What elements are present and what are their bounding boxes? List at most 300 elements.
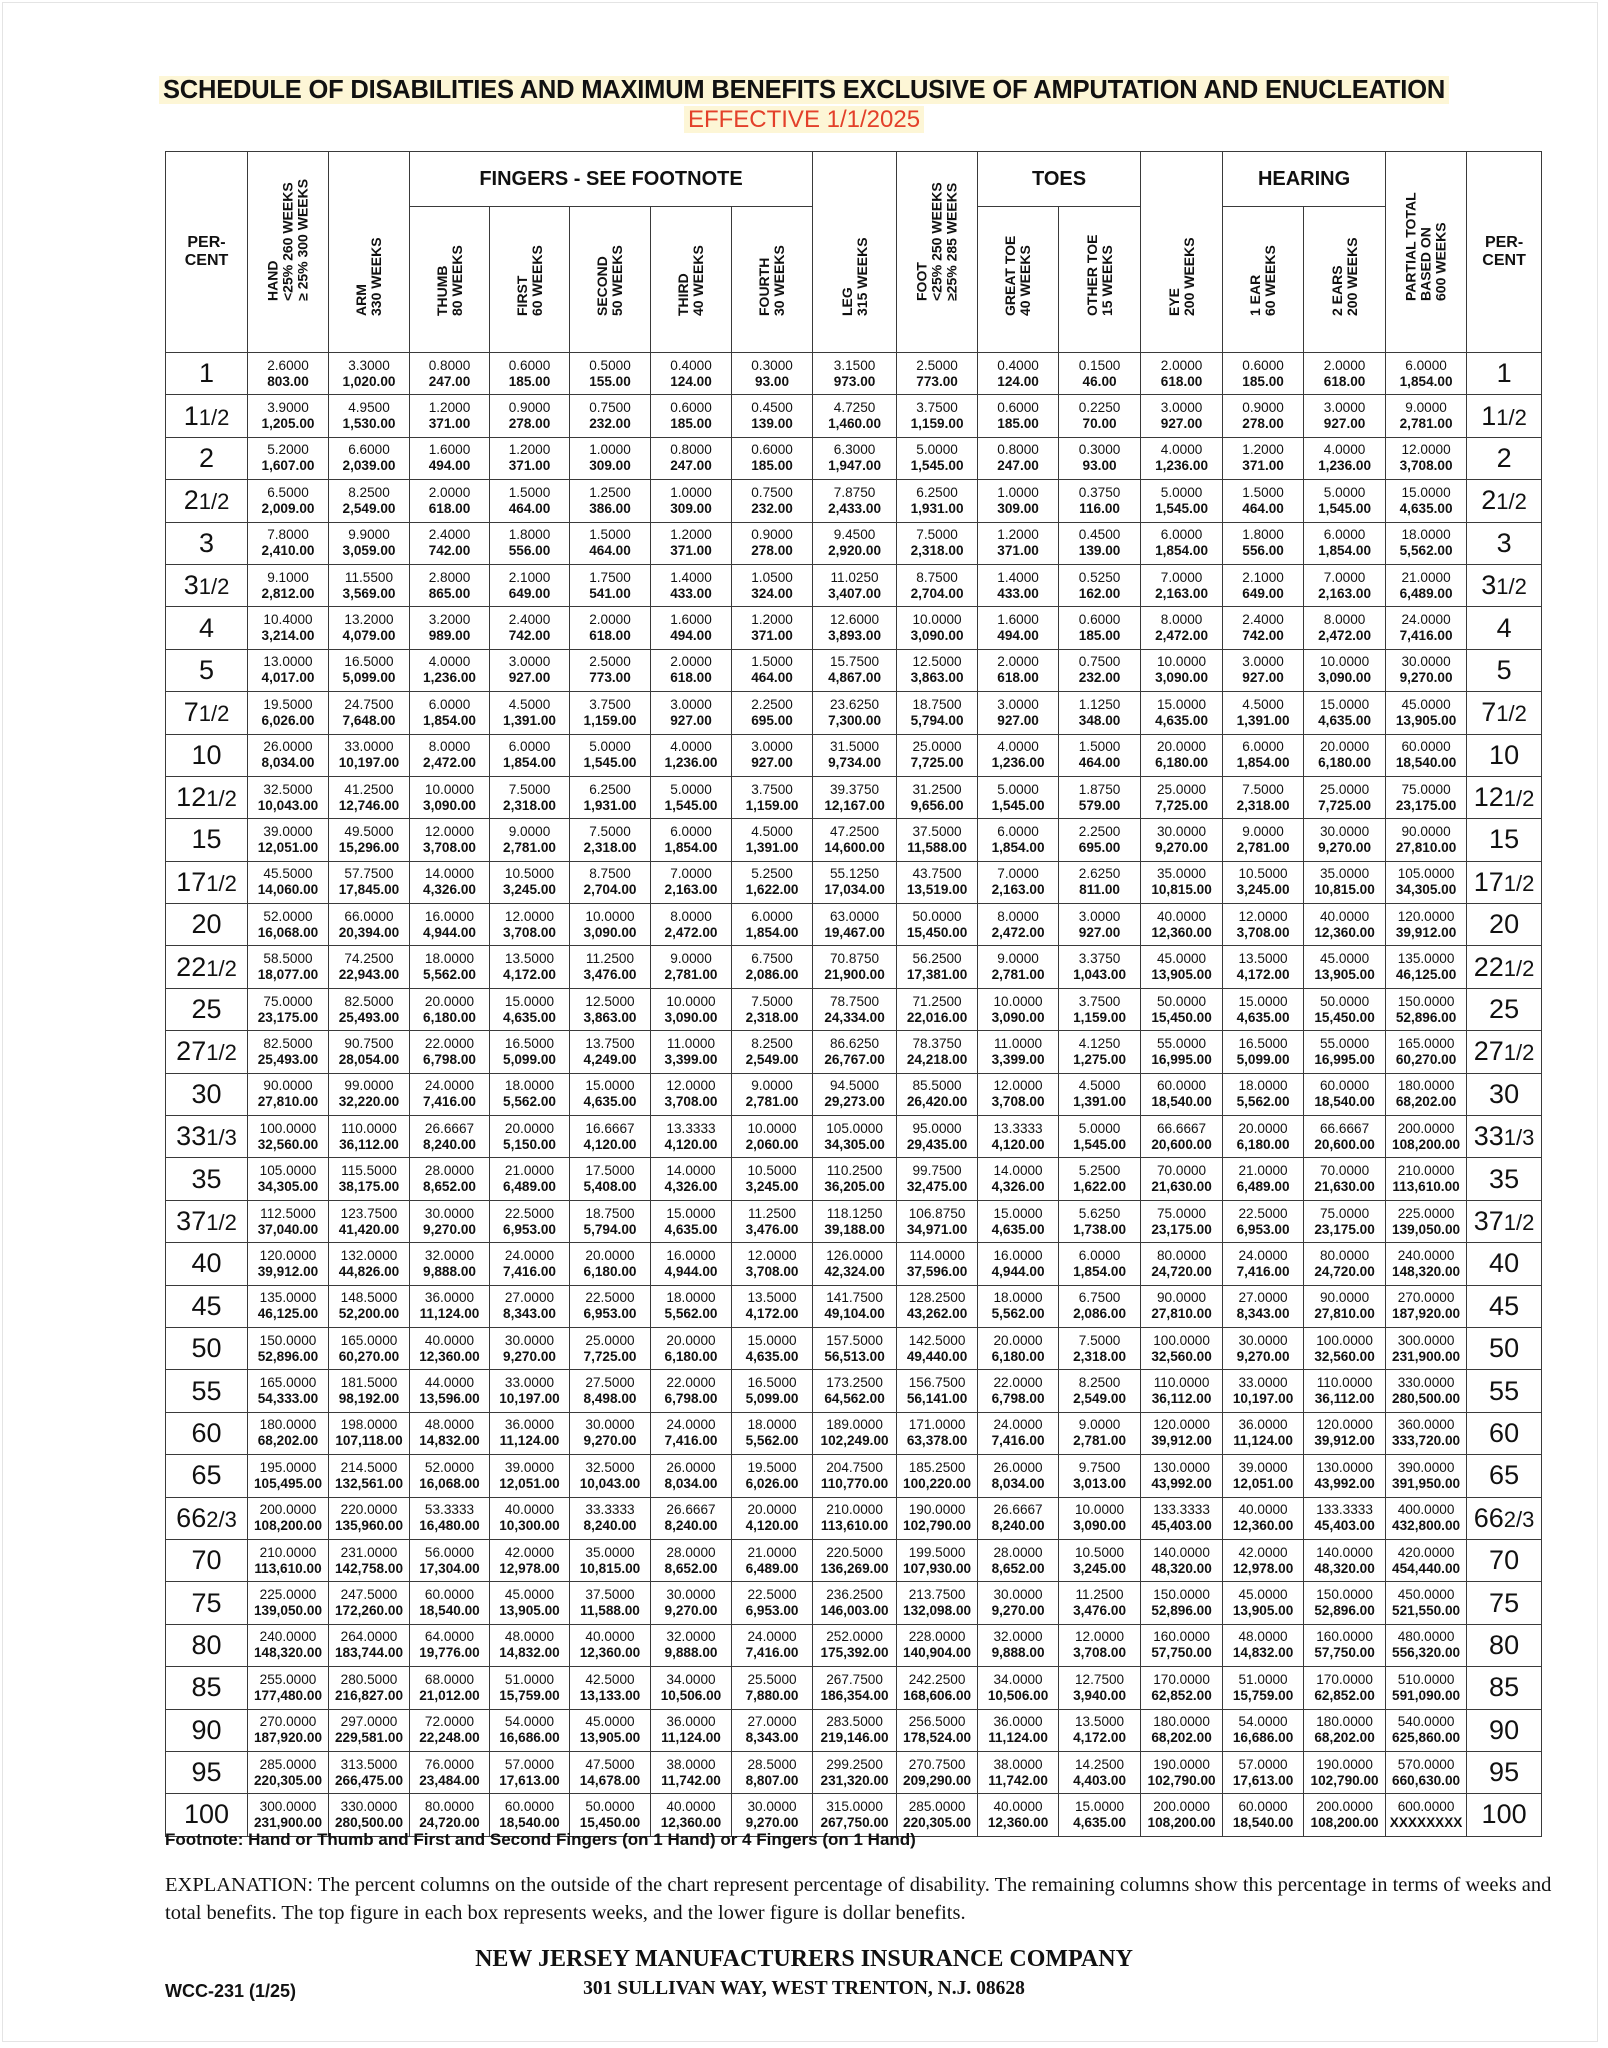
- benefit-cell: [410, 649, 490, 691]
- weeks-value: 36.0000: [504, 1417, 555, 1433]
- dollar-value: 185.00: [670, 416, 712, 432]
- weeks-value: 48.0000: [1238, 1629, 1288, 1645]
- benefit-cell: [897, 1158, 978, 1200]
- benefit-cell: [732, 904, 813, 946]
- weeks-value: 285.0000: [908, 1798, 966, 1814]
- dollar-value: 9,270.00: [1155, 839, 1209, 855]
- weeks-value: 12.5000: [585, 993, 635, 1009]
- weeks-value: 2.1000: [1242, 569, 1284, 585]
- benefit-cell: [651, 1158, 732, 1200]
- dollar-value: 12,360.00: [1314, 924, 1375, 940]
- dollar-value: 1,854.00: [1073, 1263, 1127, 1279]
- dollar-value: 618.00: [589, 628, 631, 644]
- benefit-cell: [1141, 1327, 1223, 1369]
- weeks-value: 1.2000: [428, 400, 471, 416]
- weeks-value: 35.0000: [1156, 866, 1207, 882]
- dollar-value: 231,320.00: [820, 1772, 889, 1788]
- weeks-value: 4.0000: [997, 739, 1039, 755]
- weeks-value: 3.7500: [916, 400, 958, 416]
- weeks-value: 5.2500: [751, 866, 793, 882]
- benefit-cell: [329, 776, 410, 818]
- weeks-value: 18.0000: [747, 1417, 797, 1433]
- weeks-value: 30.0000: [666, 1587, 716, 1603]
- weeks-value: 4.5000: [1242, 696, 1284, 712]
- dollar-value: 68,202.00: [257, 1433, 319, 1449]
- dollar-value: 9,270.00: [423, 1221, 476, 1237]
- percent-whole: 37: [176, 1206, 207, 1236]
- percent-cell-right: [1467, 1455, 1542, 1497]
- percent-whole: 15: [191, 824, 222, 855]
- weeks-value: 299.2500: [826, 1756, 883, 1772]
- dollar-value: 4,326.00: [423, 882, 476, 898]
- weeks-value: 3.0000: [1242, 654, 1284, 670]
- benefit-cell: [813, 904, 897, 946]
- dollar-value: 464.00: [1242, 500, 1284, 516]
- table-row: [166, 522, 1542, 564]
- weeks-value: 32.5000: [263, 781, 313, 797]
- dollar-value: 20,394.00: [338, 924, 400, 940]
- benefit-cell: [1059, 988, 1141, 1030]
- dollar-value: 432,800.00: [1392, 1518, 1461, 1534]
- benefit-cell: [1141, 1751, 1223, 1793]
- weeks-value: 123.7500: [340, 1205, 398, 1221]
- weeks-value: 0.6000: [997, 400, 1039, 416]
- dollar-value: 7,725.00: [583, 1348, 637, 1364]
- weeks-value: 140.0000: [1316, 1544, 1373, 1560]
- weeks-value: 26.0000: [993, 1459, 1043, 1475]
- weeks-value: 30.0000: [747, 1798, 797, 1814]
- dollar-value: 6,953.00: [745, 1603, 799, 1619]
- weeks-value: 390.0000: [1397, 1459, 1455, 1475]
- weeks-value: 0.2250: [1078, 400, 1121, 416]
- weeks-value: 32.0000: [666, 1629, 716, 1645]
- weeks-value: 231.0000: [340, 1544, 398, 1560]
- benefit-cell: [1059, 1794, 1141, 1836]
- benefit-cell: [410, 1455, 490, 1497]
- benefit-cell: [978, 861, 1059, 903]
- weeks-value: 9.0000: [670, 951, 712, 967]
- dollar-value: 8,498.00: [583, 1391, 637, 1407]
- benefit-cell: [732, 1709, 813, 1751]
- benefit-cell: [813, 861, 897, 903]
- weeks-value: 13.3333: [666, 1120, 716, 1136]
- weeks-value: 45.0000: [585, 1714, 635, 1730]
- dollar-value: 132,561.00: [334, 1475, 404, 1491]
- weeks-value: 297.0000: [340, 1714, 398, 1730]
- weeks-value: 0.4500: [1078, 527, 1121, 543]
- dollar-value: 5,150.00: [503, 1136, 556, 1152]
- benefit-cell: [1059, 1327, 1141, 1369]
- dollar-value: 140,904.00: [903, 1645, 972, 1661]
- percent-whole: 5: [1496, 654, 1512, 685]
- dollar-value: 13,905.00: [499, 1603, 560, 1619]
- benefit-cell: [410, 1370, 490, 1412]
- weeks-value: 17.5000: [585, 1163, 635, 1179]
- benefit-cell: [897, 734, 978, 776]
- dollar-value: 17,613.00: [499, 1772, 560, 1788]
- dollar-value: 1,391.00: [1073, 1094, 1127, 1110]
- dollar-value: 231,900.00: [253, 1814, 323, 1830]
- dollar-value: 464.00: [1078, 755, 1121, 771]
- dollar-value: 333,720.00: [1392, 1433, 1461, 1449]
- weeks-value: 12.0000: [1238, 908, 1288, 924]
- benefit-cell: [490, 988, 570, 1030]
- benefit-cell: [329, 1539, 410, 1581]
- weeks-value: 15.0000: [747, 1332, 797, 1348]
- dollar-value: 12,051.00: [257, 839, 319, 855]
- benefit-cell: [978, 1031, 1059, 1073]
- table-body: [166, 353, 1542, 1837]
- benefit-cell: [1141, 437, 1223, 479]
- weeks-value: 3.0000: [670, 696, 712, 712]
- benefit-cell: [570, 564, 651, 606]
- weeks-value: 30.0000: [1238, 1332, 1288, 1348]
- weeks-value: 22.5000: [1238, 1205, 1288, 1221]
- dollar-value: 3,708.00: [1236, 924, 1290, 940]
- dollar-value: 60,270.00: [338, 1348, 400, 1364]
- benefit-cell: [978, 1709, 1059, 1751]
- dollar-value: 8,240.00: [664, 1518, 718, 1534]
- dollar-value: 11,124.00: [1233, 1433, 1293, 1449]
- benefit-cell: [1386, 1073, 1467, 1115]
- weeks-value: 330.0000: [340, 1798, 398, 1814]
- benefit-cell: [1223, 861, 1304, 903]
- page-title: [0, 76, 1608, 105]
- weeks-value: 30.0000: [504, 1332, 555, 1348]
- benefit-cell: [1141, 1455, 1223, 1497]
- dollar-value: 220,305.00: [253, 1772, 323, 1788]
- benefit-cell: [1386, 861, 1467, 903]
- dollar-value: 5,408.00: [583, 1179, 637, 1195]
- benefit-cell: [410, 522, 490, 564]
- benefit-cell: [329, 1327, 410, 1369]
- dollar-value: 1,854.00: [1399, 373, 1453, 389]
- benefit-cell: [651, 1200, 732, 1242]
- dollar-value: 371.00: [508, 458, 551, 474]
- dollar-value: 27,810.00: [257, 1094, 319, 1110]
- benefit-cell: [651, 861, 732, 903]
- dollar-value: 4,120.00: [583, 1136, 637, 1152]
- weeks-value: 0.8000: [997, 442, 1039, 458]
- weeks-value: 3.0000: [751, 739, 793, 755]
- dollar-value: 139,050.00: [253, 1603, 323, 1619]
- dollar-value: 108,200.00: [1310, 1814, 1379, 1830]
- benefit-cell: [1386, 734, 1467, 776]
- table-header: [166, 152, 1542, 353]
- weeks-value: 120.0000: [1397, 908, 1455, 924]
- benefit-cell: [1059, 1285, 1141, 1327]
- dollar-value: 142,758.00: [334, 1560, 404, 1576]
- benefit-cell: [490, 946, 570, 988]
- dollar-value: 10,300.00: [499, 1518, 560, 1534]
- benefit-cell: [897, 1667, 978, 1709]
- weeks-value: 9.4500: [833, 527, 876, 543]
- benefit-cell: [570, 1073, 651, 1115]
- benefit-cell: [490, 1327, 570, 1369]
- company-name: NEW JERSEY MANUFACTURERS INSURANCE COMPANY: [475, 1946, 1133, 1972]
- dollar-value: 46.00: [1082, 373, 1117, 389]
- dollar-value: 7,648.00: [342, 712, 396, 728]
- dollar-value: 6,180.00: [1236, 1136, 1290, 1152]
- weeks-value: 26.6667: [666, 1502, 716, 1518]
- dollar-value: 2,549.00: [1073, 1391, 1127, 1407]
- dollar-value: 139.00: [751, 416, 793, 432]
- table-row: [166, 946, 1542, 988]
- weeks-value: 90.0000: [263, 1078, 313, 1094]
- weeks-value: 55.0000: [1156, 1035, 1207, 1051]
- percent-whole: 30: [191, 1078, 222, 1109]
- weeks-value: 0.6000: [508, 357, 551, 373]
- weeks-value: 2.0000: [589, 612, 631, 628]
- benefit-cell: [651, 1073, 732, 1115]
- benefit-cell: [1223, 1243, 1304, 1285]
- dollar-value: 454,440.00: [1392, 1560, 1461, 1576]
- dollar-value: 18,540.00: [1395, 755, 1457, 771]
- benefit-cell: [978, 1539, 1059, 1581]
- weeks-value: 185.2500: [908, 1459, 966, 1475]
- benefit-cell: [1059, 437, 1141, 479]
- benefit-cell: [897, 1370, 978, 1412]
- weeks-value: 30.0000: [424, 1205, 475, 1221]
- percent-cell-right: [1467, 1200, 1542, 1242]
- dollar-value: 11,742.00: [988, 1772, 1048, 1788]
- percent-fraction: 1/2: [206, 1040, 237, 1066]
- benefit-cell: [329, 607, 410, 649]
- weeks-value: 6.3000: [833, 442, 876, 458]
- percent-fraction: 1/2: [1503, 955, 1535, 981]
- dollar-value: 989.00: [428, 628, 471, 644]
- benefit-cell: [570, 1539, 651, 1581]
- benefit-cell: [813, 1667, 897, 1709]
- weeks-value: 39.0000: [1238, 1459, 1288, 1475]
- weeks-value: 240.0000: [1397, 1247, 1455, 1263]
- weeks-value: 199.5000: [908, 1544, 966, 1560]
- dollar-value: 433.00: [670, 585, 712, 601]
- percent-fraction: 1/2: [1496, 574, 1527, 600]
- dollar-value: 8,034.00: [261, 755, 315, 771]
- dollar-value: 52,896.00: [1151, 1603, 1212, 1619]
- col-header-other-toe: OTHER TOE 15 WEEKS: [1059, 207, 1141, 353]
- dollar-value: 8,240.00: [423, 1136, 476, 1152]
- dollar-value: 1,545.00: [991, 797, 1045, 813]
- dollar-value: 12,746.00: [338, 797, 400, 813]
- weeks-value: 15.0000: [993, 1205, 1043, 1221]
- weeks-value: 0.9000: [508, 400, 551, 416]
- weeks-value: 10.0000: [1156, 654, 1207, 670]
- dollar-value: 6,026.00: [261, 712, 315, 728]
- table-row: [166, 1158, 1542, 1200]
- dollar-value: 6,798.00: [423, 1051, 476, 1067]
- weeks-value: 21.0000: [1401, 569, 1451, 585]
- dollar-value: 7,725.00: [910, 755, 964, 771]
- weeks-value: 0.5250: [1078, 569, 1121, 585]
- dollar-value: 12,167.00: [824, 797, 885, 813]
- dollar-value: 1,545.00: [1318, 500, 1372, 516]
- dollar-value: 12,360.00: [660, 1814, 722, 1830]
- weeks-value: 16.0000: [993, 1247, 1043, 1263]
- dollar-value: 2,318.00: [1236, 797, 1290, 813]
- dollar-value: 102,790.00: [1310, 1772, 1379, 1788]
- table-row: [166, 1327, 1542, 1369]
- dollar-value: 21,630.00: [1314, 1179, 1375, 1195]
- dollar-value: 811.00: [1079, 882, 1120, 898]
- weeks-value: 1.0000: [670, 484, 712, 500]
- benefit-cell: [897, 1412, 978, 1454]
- dollar-value: 3,245.00: [1236, 882, 1290, 898]
- weeks-value: 1.2000: [1242, 442, 1284, 458]
- dollar-value: 42,324.00: [824, 1263, 885, 1279]
- dollar-value: 19,776.00: [419, 1645, 480, 1661]
- weeks-value: 20.0000: [747, 1502, 797, 1518]
- dollar-value: 168,606.00: [903, 1687, 972, 1703]
- percent-cell-right: [1467, 1285, 1542, 1327]
- weeks-value: 24.0000: [993, 1417, 1043, 1433]
- weeks-value: 16.5000: [344, 654, 394, 670]
- weeks-value: 15.0000: [1320, 696, 1370, 712]
- weeks-value: 540.0000: [1397, 1714, 1455, 1730]
- benefit-cell: [1304, 1497, 1386, 1539]
- benefit-cell: [1141, 734, 1223, 776]
- dollar-value: 4,172.00: [1073, 1730, 1127, 1746]
- dollar-value: 695.00: [751, 712, 793, 728]
- percent-cell-right: [1467, 1539, 1542, 1581]
- dollar-value: 27,810.00: [1314, 1306, 1375, 1322]
- weeks-value: 2.6250: [1078, 866, 1121, 882]
- weeks-value: 4.9500: [348, 400, 390, 416]
- percent-whole: 2: [198, 442, 215, 473]
- table-row: [166, 819, 1542, 861]
- weeks-value: 189.0000: [826, 1417, 883, 1433]
- dollar-value: 3,708.00: [1073, 1645, 1127, 1661]
- weeks-value: 14.0000: [993, 1163, 1043, 1179]
- dollar-value: 4,635.00: [745, 1348, 799, 1364]
- percent-whole: 20: [191, 909, 222, 940]
- dollar-value: 1,607.00: [261, 458, 315, 474]
- percent-fraction: 1/2: [198, 701, 230, 727]
- benefit-cell: [329, 395, 410, 437]
- weeks-value: 37.5000: [912, 823, 962, 839]
- benefit-cell: [329, 1624, 410, 1666]
- benefit-cell: [1304, 1243, 1386, 1285]
- weeks-value: 156.7500: [908, 1375, 966, 1391]
- dollar-value: 25,493.00: [257, 1051, 319, 1067]
- dollar-value: 60,270.00: [1395, 1051, 1457, 1067]
- weeks-value: 11.5500: [344, 569, 394, 585]
- weeks-value: 45.5000: [263, 866, 313, 882]
- dollar-value: 3,708.00: [1399, 458, 1453, 474]
- dollar-value: 17,613.00: [1232, 1772, 1294, 1788]
- dollar-value: 803.00: [267, 373, 309, 389]
- weeks-value: 267.7500: [826, 1671, 883, 1687]
- weeks-value: 75.0000: [1156, 1205, 1207, 1221]
- weeks-value: 141.7500: [826, 1290, 883, 1306]
- benefit-cell: [570, 734, 651, 776]
- dollar-value: 105,495.00: [253, 1475, 323, 1491]
- benefit-cell: [1304, 1624, 1386, 1666]
- weeks-value: 11.0000: [993, 1035, 1043, 1051]
- benefit-cell: [732, 1285, 813, 1327]
- weeks-value: 54.0000: [1238, 1714, 1288, 1730]
- table-row: [166, 1455, 1542, 1497]
- percent-fraction: 1/2: [206, 870, 237, 896]
- benefit-cell: [1386, 564, 1467, 606]
- weeks-value: 14.2500: [1074, 1756, 1125, 1772]
- benefit-cell: [651, 692, 732, 734]
- weeks-value: 190.0000: [1153, 1756, 1210, 1772]
- benefit-cell: [490, 1497, 570, 1539]
- percent-whole: 10: [191, 739, 222, 770]
- weeks-value: 300.0000: [1397, 1332, 1455, 1348]
- weeks-value: 242.2500: [908, 1671, 966, 1687]
- dollar-value: 3,090.00: [1073, 1518, 1127, 1534]
- benefit-cell: [1223, 1539, 1304, 1581]
- weeks-value: 1.5000: [751, 654, 793, 670]
- weeks-value: 171.0000: [908, 1417, 966, 1433]
- benefit-cell: [248, 1243, 329, 1285]
- weeks-value: 24.0000: [1238, 1247, 1288, 1263]
- dollar-value: 34,305.00: [1395, 882, 1457, 898]
- dollar-value: 3,090.00: [1155, 670, 1209, 686]
- benefit-cell: [651, 649, 732, 691]
- benefit-cell: [651, 1624, 732, 1666]
- dollar-value: 2,472.00: [991, 924, 1045, 940]
- dollar-value: 4,635.00: [1318, 712, 1372, 728]
- dollar-value: 232.00: [1078, 670, 1121, 686]
- benefit-cell: [732, 776, 813, 818]
- weeks-value: 30.0000: [1401, 654, 1451, 670]
- dollar-value: 23,484.00: [419, 1772, 480, 1788]
- weeks-value: 5.0000: [670, 781, 712, 797]
- weeks-value: 15.0000: [585, 1078, 635, 1094]
- benefit-cell: [490, 437, 570, 479]
- weeks-value: 0.3000: [1078, 442, 1121, 458]
- dollar-value: 9,270.00: [1318, 839, 1372, 855]
- dollar-value: 23,175.00: [1151, 1221, 1212, 1237]
- weeks-value: 34.0000: [666, 1671, 716, 1687]
- percent-whole: 55: [191, 1375, 222, 1406]
- dollar-value: 13,133.00: [579, 1687, 641, 1703]
- col-header-first-finger: FIRST 60 WEEKS: [490, 207, 570, 353]
- benefit-cell: [1386, 1624, 1467, 1666]
- dollar-value: 34,971.00: [906, 1221, 968, 1237]
- col-header-fourth-finger: FOURTH 30 WEEKS: [732, 207, 813, 353]
- weeks-value: 32.0000: [993, 1629, 1043, 1645]
- benefit-cell: [651, 1116, 732, 1158]
- percent-cell-right: [1467, 819, 1542, 861]
- benefit-cell: [248, 1412, 329, 1454]
- weeks-value: 5.2500: [1078, 1163, 1121, 1179]
- weeks-value: 45.0000: [504, 1587, 555, 1603]
- weeks-value: 1.7500: [589, 569, 631, 585]
- weeks-value: 8.0000: [670, 908, 712, 924]
- weeks-value: 214.5000: [340, 1459, 398, 1475]
- weeks-value: 53.3333: [424, 1502, 475, 1518]
- weeks-value: 38.0000: [666, 1756, 716, 1772]
- weeks-value: 10.0000: [1074, 1502, 1125, 1518]
- benefit-cell: [410, 1243, 490, 1285]
- dollar-value: 247.00: [997, 458, 1039, 474]
- percent-fraction: 1/3: [206, 1125, 237, 1151]
- dollar-value: 220,305.00: [903, 1814, 972, 1830]
- dollar-value: 43,992.00: [1314, 1475, 1375, 1491]
- weeks-value: 36.0000: [993, 1714, 1043, 1730]
- weeks-value: 148.5000: [340, 1290, 398, 1306]
- dollar-value: 37,596.00: [906, 1263, 968, 1279]
- benefit-cell: [248, 1370, 329, 1412]
- dollar-value: 280,500.00: [1392, 1391, 1461, 1407]
- weeks-value: 18.7500: [585, 1205, 635, 1221]
- dollar-value: 19,467.00: [824, 924, 885, 940]
